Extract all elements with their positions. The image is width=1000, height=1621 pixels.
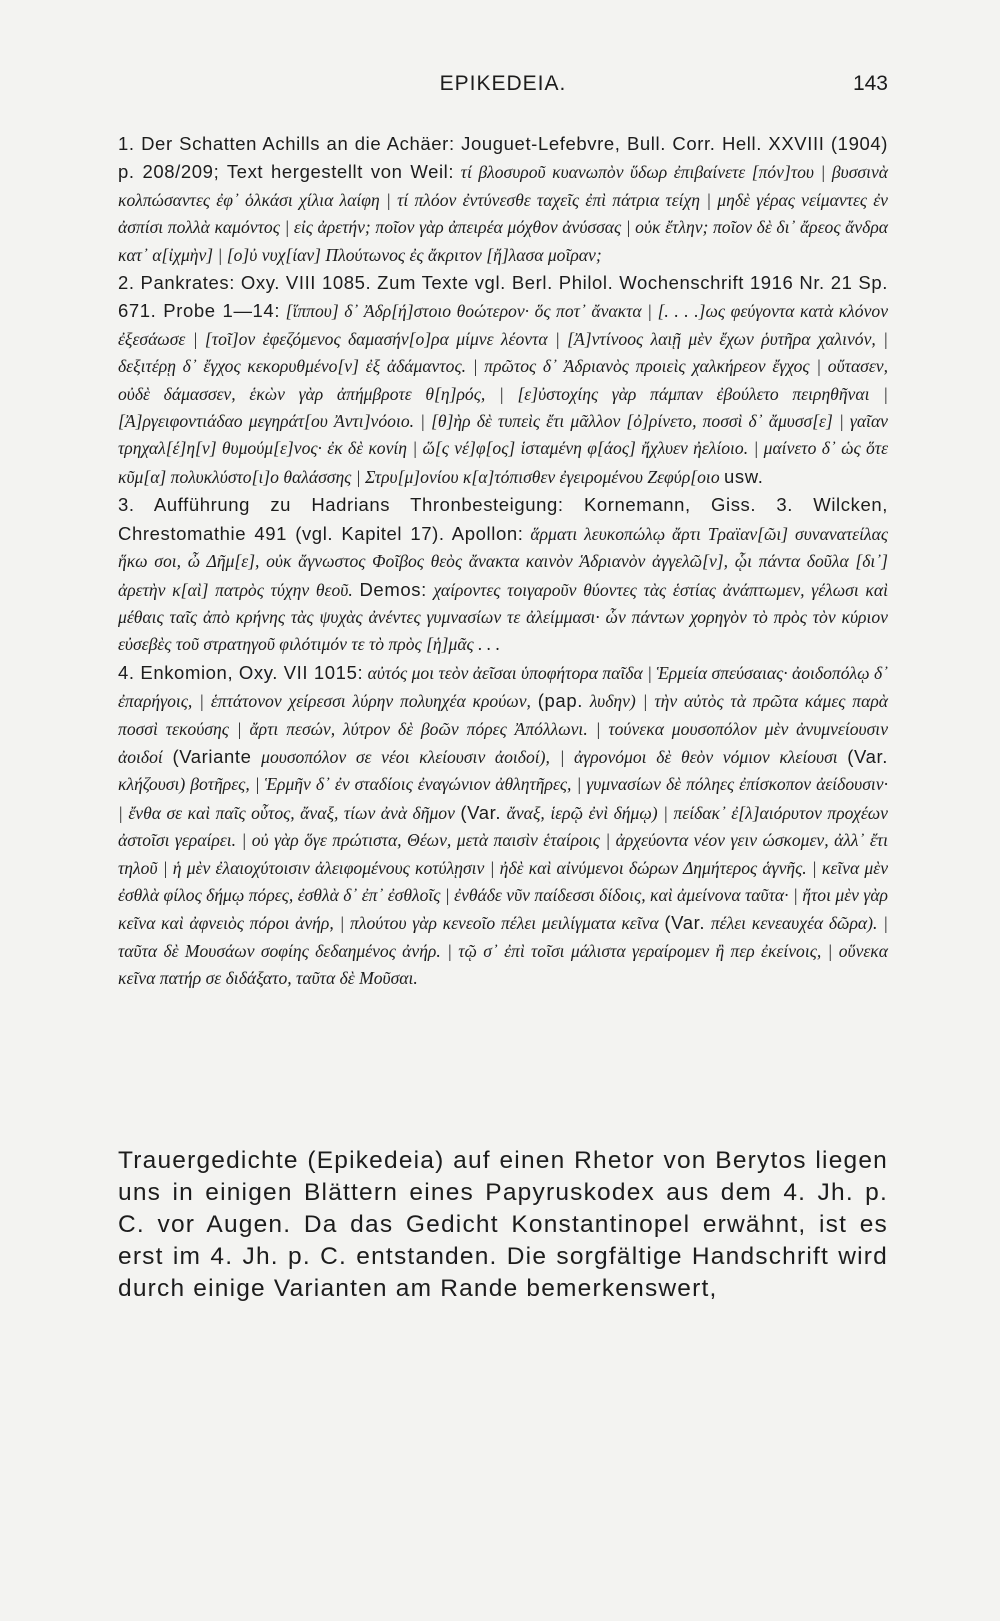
note-4-var-2: (Var. — [847, 745, 888, 767]
note-4-greek-4: κλήζουσι) βοτῆρες, | Ἑρμῆν δ᾽ ἐν σταδίοις ἐναγώνιον ἀθλητῆρες, | γυμνασίων δὲ πόληες ἐπίσκοπον ἀείδουσιν· | ἔνθα σε καὶ παῖς οὗτος, ἄναξ, τίων ἀνὰ δῆμον — [118, 774, 888, 823]
note-2-greek: [ἵππου] δ᾽ Ἀδρ[ή]στοιο θοώτερον· ὅς ποτ᾽ ἄνακτα | [. . . .]ως φεύγοντα κατὰ κλόνον ἐξεσάωσε | [τοῖ]ον ἐφεζόμενος δαμασήν[ο]ρα μίμνε λέοντα | [Ἀ]ντίνοος λαιῇ μὲν ἔχων ῥυτῆρα χαλινόν, | δεξιτέρῃ δ᾽ ἔγχος κεκορυθμένο[ν] ἐξ ἀδάμαντος. | πρῶτος δ᾽ Ἀδριανὸς προιεὶς χαλκήρεον ἔγχος | οὔτασεν, οὐδὲ δάμασσεν, ἑκὼν γὰρ ἀπήμβροτε θ[η]ρός, | [ε]ὐστοχίης γὰρ πάμπαν ἐβούλετο πειρηθῆναι | [Ἀ]ργειφοντιάδαο μεγηράτ[ου Ἀντι]νόοιο. | [θ]ὴρ δὲ τυπεὶς ἔτι μᾶλλον [ὀ]ρίνετο, ποσσὶ δ᾽ ἄμυσσ[ε] | γαῖαν τρηχαλ[έ]η[ν] θυμούμ[ε]νος· ἐκ δὲ κονίη | ὥ[ς νέ]φ[ος] ἱσταμένη φ[άος] ἤχλυεν ἠελίοιο. | μαίνετο δ᾽ ὡς ὅτε κῦμ[α] πολυκλύστο[ι]ο θαλάσσης | Στρυ[μ]ονίου κ[α]τόπισθεν ἐγειρομένου Ζεφύρ[οιο — [118, 301, 889, 487]
note-2 — [118, 269, 888, 491]
note-2-label: 2. Pankrates: Oxy. VIII 1085. Zum Texte vgl. Berl. Philol. Wochenschrift 1916 Nr. 21 Sp. 671. Probe 1—14: — [118, 272, 888, 322]
note-4-var-4: (Var. — [664, 912, 706, 934]
note-4-pap: (pap. — [537, 690, 583, 712]
footnotes — [118, 130, 888, 993]
note-1 — [118, 130, 888, 269]
note-2-end: usw. — [724, 465, 764, 487]
note-4-greek-6: πέλει κενεαυχέα δῶρα). | ταῦτα δὲ Μουσάων σοφίης δεδαημένος ἀνήρ. | τῷ σ᾽ ἐπὶ τοῖσι μάλιστα γεραίρομεν ἢ περ ἐκείνοις, | οὕνεκα κεῖνα πατήρ σε διδάξατο, ταῦτα δὲ Μοῦσαι. — [118, 913, 888, 989]
note-4-greek-2: λυδην) | τὴν αὐτὸς τὰ πρῶτα κάμες παρὰ ποσσὶ τεκούσης | ἄρτι πεσών, λύτρον δὲ βοῶν πόρες Ἀπόλλωνι. | τούνεκα μουσοπόλον μὲν ἀνυμνείουσιν ἀοιδοί — [118, 691, 888, 767]
note-3 — [118, 491, 888, 658]
note-4-variante: (Variante — [172, 745, 252, 767]
page-number: 143 — [852, 72, 888, 95]
note-4-greek-1: αὐτός μοι τεὸν ἀεῖσαι ὑποφήτορα παῖδα | Ἑρμεία σπεύσαιας· ἀοιδοπόλῳ δ᾽ ἐπαρήγοις, | ἑπτάτονον χείρεσσι λύρην πολυηχέα κρούων, — [118, 662, 889, 712]
note-1-greek: τί βλοσυροῦ κυανωπὸν ὕδωρ ἐπιβαίνετε [πόν]του | βυσσινὰ κολπώσαντες ἐφ᾽ ὁλκάσι χίλια λαίφη | τί πλόον ἐντύνεσθε ταχεῖς ἐπὶ πάτρια τείχη | μηδὲ γέρας νείμαντες ἐν ἀσπίσι πολλὰ καμόντος | εἰς ἀρετήν; ποῖον γὰρ ἀπειρέα μόχθον ἀνύσσας | οὐκ ἔτλην; ποῖον δὲ δι᾽ ἄρεος ἄνδρα κατ᾽ α[ἰχμὴν] | [ο]ὐ νυχ[ίαν] Πλούτωνος ἐς ἄκριτον [ἤ]λασα μοῖραν; — [118, 162, 889, 265]
note-4-label: 4. Enkomion, Oxy. VII 1015: — [118, 661, 364, 683]
note-1-label: 1. Der Schatten Achills an die Achäer: Jouguet-Lefebvre, Bull. Corr. Hell. XXVIII (1904) p. 208/209; Text hergestellt von Weil: — [118, 133, 888, 183]
note-3-label: 3. Aufführung zu Hadrians Thronbesteigung: Kornemann, Giss. 3. Wilcken, Chrestomathie 491 (vgl. Kapitel 17). Apollon: — [118, 494, 888, 544]
running-title: EPIKEDEIA. — [439, 72, 567, 95]
note-3-demos: Demos: — [359, 578, 427, 600]
body-paragraph: Trauergedichte (Epikedeia) auf einen Rhetor von Berytos liegen uns in einigen Blättern eines Papyruskodex aus dem 4. Jh. p. C. vor Augen. Da das Gedicht Konstantinopel erwähnt, ist es erst im 4. Jh. p. C. entstanden. Die sorgfältige Handschrift wird durch einige Varianten am Rande bemerkenswert, — [118, 1147, 888, 1302]
note-3-greek-1: ἅρματι λευκοπώλῳ ἄρτι Τραϊαν[ῶι] συνανατείλας ἥκω σοι, ὦ Δῆμ[ε], οὐκ ἄγνωστος Φοῖβος θεὸς ἄνακτα καινὸν Ἁδριανὸν ἀγγελῶ[ν], ᾧι πάντα δοῦλα [δι᾽] ἀρετὴν κ[αὶ] πατρὸς τύχην θεοῦ. — [118, 523, 888, 600]
note-3-greek-2: χαίροντες τοιγαροῦν θύοντες τὰς ἑστίας ἀνάπτωμεν, γέλωσι καὶ μέθαις ταῖς ἀπὸ κρήνης τὰς ψυχὰς ἀνέντες γυμνασίων τε ἀλείμμασι· ὧν πάντων χορηγὸν τὸ πρὸς τὸν κύριον εὐσεβὲς τοῦ στρατηγοῦ φιλότιμόν τε τὸ πρὸς [ἡ]μᾶς . . . — [118, 579, 888, 655]
note-4 — [118, 659, 888, 993]
note-4-greek-5: ἄναξ, ἱερῷ ἐνὶ δήμῳ) | πείδακ᾽ ἐ[λ]αιόρυτον προχέων ἀστοῖσι γεραίρει. | οὐ γὰρ ὅγε πρώτιστα, Θέων, μετὰ παισὶν ἑταίροις | ἀρχεύοντα νέον γειν ώσκομεν, ἀλλ᾽ ἔτι τηλοῦ | ἡ μὲν ἐλαιοχύτοισιν ἀλειφομένους κοτύλῃσιν | ἠδὲ καὶ αἰνύμενοι δώρων Δημήτερος ἁγνῆς. | κεῖνα μὲν ἐσθλὰ φίλος δήμῳ πόρες, ἐσθλὰ δ᾽ ἐπ᾽ ἐσθλοῖς | ἐνθάδε νῦν παίδεσσι δίδοις, καὶ ἀμείνονα ταῦτα· | ἤτοι μὲν γὰρ κεῖνα καὶ ἀφνειὸς πόροι ἀνήρ, | πλούτου γὰρ κενεοῖο πέλει μειλίγματα κεῖνα — [118, 802, 888, 934]
note-4-var-3: (Var. — [460, 801, 502, 823]
note-4-greek-3: μουσοπόλον σε νέοι κλείουσιν ἀοιδοί), | ἀγρονόμοι δὲ θεὸν νόμιον κλείουσι — [261, 746, 838, 767]
